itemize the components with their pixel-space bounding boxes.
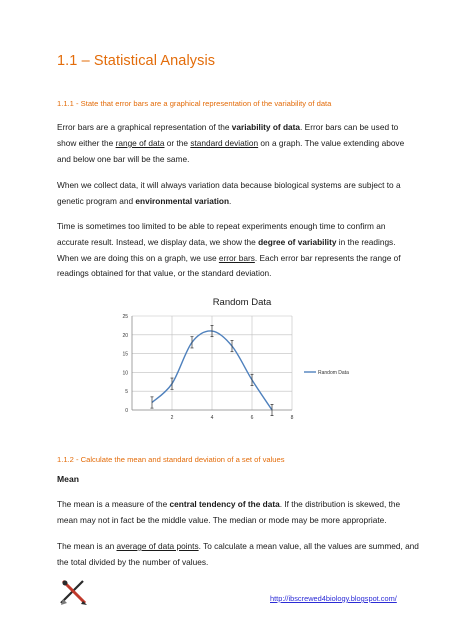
x-tick-label: 8 (290, 415, 294, 421)
paragraph-error-bars: Error bars are a graphical representation of the variability of data. Error bars can be used to show either the range of data or the standard deviation on a graph. The value extending above and below one bar will be the same. (57, 122, 405, 164)
legend-label: Random Data (318, 370, 349, 376)
pencil-ruler-logo-icon (57, 575, 89, 607)
subsection-heading-2: 1.1.2 - Calculate the mean and standard deviation of a set of values (57, 455, 285, 464)
y-tick-label: 5 (125, 389, 128, 396)
chart-svg (108, 292, 376, 432)
subsection-heading-1: 1.1.1 - State that error bars are a graphical representation of the variability of data (57, 99, 332, 108)
x-tick-label: 2 (170, 415, 174, 421)
y-tick-label: 0 (125, 408, 128, 414)
y-tick-label: 15 (122, 351, 128, 358)
blog-link[interactable]: http://ibscrewed4biology.blogspot.com/ (270, 594, 397, 603)
mean-heading: Mean (57, 474, 79, 484)
y-tick-label: 25 (122, 314, 128, 320)
paragraph-mean-definition: The mean is a measure of the central tendency of the data. If the distribution is skewed, the mean may not in fact be the middle value. The median or mode may be more appropriate. (57, 499, 401, 525)
chart-title: Random Data (212, 297, 272, 308)
paragraph-mean-calculation: The mean is an average of data points. To calculate a mean value, all the values are summed, and the total divided by the number of values. (57, 541, 419, 567)
y-tick-label: 20 (122, 332, 128, 339)
section-heading: 1.1 – Statistical Analysis (57, 53, 216, 69)
x-tick-label: 4 (210, 415, 214, 421)
paragraph-variation: When we collect data, it will always variation data because biological systems are subject to a genetic program and environmental variation. (57, 180, 401, 206)
paragraph-degree-variability: Time is sometimes too limited to be able to repeat experiments enough time to confirm an accurate result. Instead, we display data, we show the degree of variability in the readings. When we are doing this on a graph, we use error bars. Each error bar represents the range of readings obtained for that value, or the standard deviation. (57, 221, 401, 279)
y-tick-label: 10 (122, 370, 128, 377)
random-data-chart (108, 292, 376, 432)
x-tick-label: 6 (250, 415, 254, 421)
